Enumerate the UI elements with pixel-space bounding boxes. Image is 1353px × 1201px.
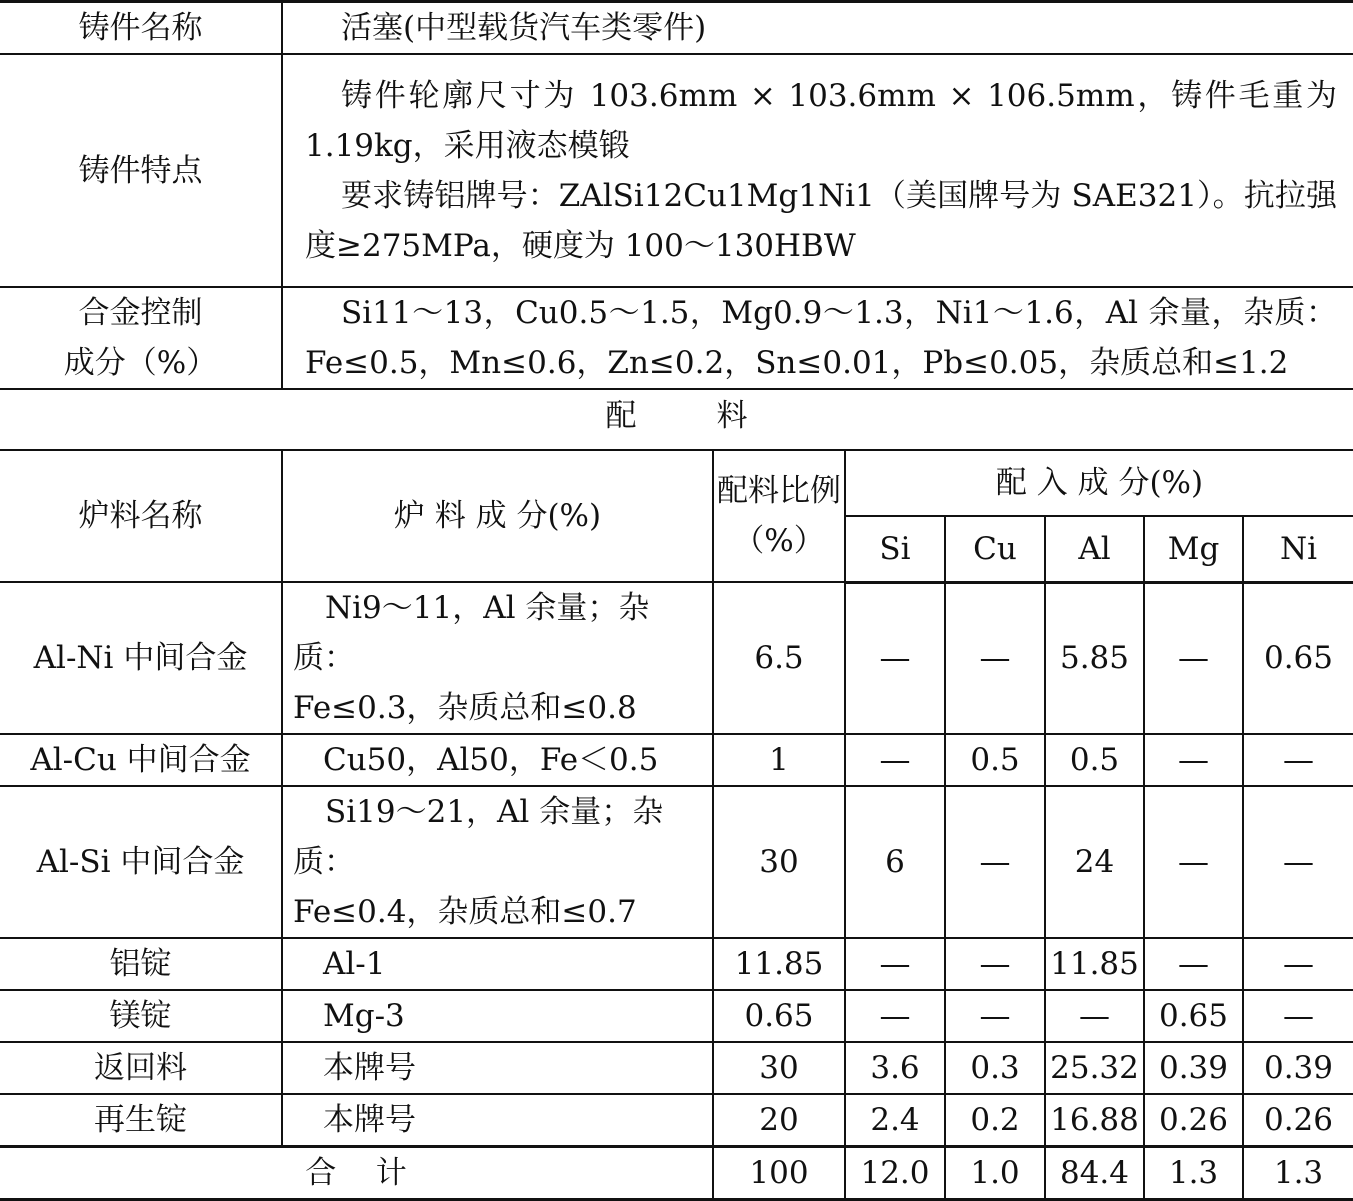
header-al: Al	[1045, 516, 1144, 582]
element-value: —	[945, 786, 1045, 938]
total-value: 12.0	[845, 1147, 945, 1200]
element-value: 0.39	[1243, 1042, 1353, 1094]
element-value: 11.85	[1045, 938, 1144, 990]
element-value: 24	[1045, 786, 1144, 938]
header-cu: Cu	[945, 516, 1045, 582]
material-ratio: 30	[713, 1042, 845, 1094]
element-value: —	[845, 990, 945, 1042]
table-row	[0, 990, 1353, 1042]
element-value: 0.39	[1144, 1042, 1243, 1094]
material-name: Al-Si 中间合金	[0, 786, 282, 938]
element-value: 16.88	[1045, 1094, 1144, 1147]
header-ni: Ni	[1243, 516, 1353, 582]
total-ratio: 100	[713, 1147, 845, 1200]
material-name: 再生锭	[0, 1094, 282, 1147]
header-name: 炉料名称	[0, 450, 282, 582]
material-ratio: 11.85	[713, 938, 845, 990]
element-value: 0.2	[945, 1094, 1045, 1147]
row-label: 铸件名称	[0, 2, 282, 55]
element-value: —	[1144, 786, 1243, 938]
material-name: 返回料	[0, 1042, 282, 1094]
table-row	[0, 582, 1353, 734]
total-label: 合 计	[0, 1147, 713, 1200]
element-value: 3.6	[845, 1042, 945, 1094]
casting-features-value: 铸件轮廓尺寸为 103.6mm × 103.6mm × 106.5mm，铸件毛重为 1.19kg，采用液态模锻 要求铸铝牌号：ZAlSi12Cu1Mg1Ni1（美国牌号为 SAE321）。抗拉强度≥275MPa，硬度为 100～130HBW	[282, 54, 1353, 287]
alloy-composition-value: Si11～13，Cu0.5～1.5，Mg0.9～1.3，Ni1～1.6，Al 余量，杂质：Fe≤0.5，Mn≤0.6，Zn≤0.2，Sn≤0.01，Pb≤0.05，杂质总和≤1.2	[282, 287, 1353, 389]
material-composition: Mg-3	[282, 990, 713, 1042]
element-value: —	[1045, 990, 1144, 1042]
element-value: —	[1243, 938, 1353, 990]
material-composition: 本牌号	[282, 1042, 713, 1094]
header-composition: 炉 料 成 分(%)	[282, 450, 713, 582]
table-row	[0, 734, 1353, 786]
table-row	[0, 1042, 1353, 1094]
element-value: —	[1243, 734, 1353, 786]
material-name: 镁锭	[0, 990, 282, 1042]
element-value: 0.3	[945, 1042, 1045, 1094]
element-value: 0.26	[1144, 1094, 1243, 1147]
header-si: Si	[845, 516, 945, 582]
element-value: —	[945, 990, 1045, 1042]
element-value: —	[945, 582, 1045, 734]
element-value: 25.32	[1045, 1042, 1144, 1094]
table-row	[0, 287, 1353, 389]
element-value: —	[845, 734, 945, 786]
element-value: —	[945, 938, 1045, 990]
element-value: —	[845, 582, 945, 734]
material-composition: Si19～21，Al 余量；杂质： Fe≤0.4，杂质总和≤0.7	[282, 786, 713, 938]
element-value: —	[1144, 734, 1243, 786]
material-ratio: 0.65	[713, 990, 845, 1042]
element-value: 0.26	[1243, 1094, 1353, 1147]
material-name: Al-Ni 中间合金	[0, 582, 282, 734]
row-label: 铸件特点	[0, 54, 282, 287]
element-value: 0.65	[1243, 582, 1353, 734]
material-name: Al-Cu 中间合金	[0, 734, 282, 786]
material-ratio: 20	[713, 1094, 845, 1147]
table-row	[0, 938, 1353, 990]
table-row	[0, 54, 1353, 287]
element-value: —	[845, 938, 945, 990]
material-composition: 本牌号	[282, 1094, 713, 1147]
total-row	[0, 1147, 1353, 1200]
element-value: 5.85	[1045, 582, 1144, 734]
material-composition: Cu50，Al50，Fe＜0.5	[282, 734, 713, 786]
total-value: 1.3	[1243, 1147, 1353, 1200]
total-value: 84.4	[1045, 1147, 1144, 1200]
element-value: —	[1144, 938, 1243, 990]
element-value: 0.5	[945, 734, 1045, 786]
casting-info-table	[0, 0, 1353, 390]
table-body	[0, 582, 1353, 1147]
element-value: 0.65	[1144, 990, 1243, 1042]
element-value: —	[1243, 990, 1353, 1042]
material-ratio: 6.5	[713, 582, 845, 734]
header-ratio: 配料比例 （%）	[713, 450, 845, 582]
row-label: 合金控制 成分（%）	[0, 287, 282, 389]
element-value: 2.4	[845, 1094, 945, 1147]
material-name: 铝锭	[0, 938, 282, 990]
casting-name-value: 活塞(中型载货汽车类零件)	[282, 2, 1353, 55]
table-row	[0, 786, 1353, 938]
charge-material-table	[0, 449, 1353, 1201]
element-value: 0.5	[1045, 734, 1144, 786]
table-row	[0, 1094, 1353, 1147]
total-value: 1.3	[1144, 1147, 1243, 1200]
element-value: —	[1243, 786, 1353, 938]
header-added: 配 入 成 分(%)	[845, 450, 1353, 516]
element-value: 6	[845, 786, 945, 938]
material-ratio: 1	[713, 734, 845, 786]
material-composition: Ni9～11，Al 余量；杂质： Fe≤0.3，杂质总和≤0.8	[282, 582, 713, 734]
section-title: 配 料	[605, 398, 748, 434]
material-ratio: 30	[713, 786, 845, 938]
material-composition: Al-1	[282, 938, 713, 990]
table-row	[0, 2, 1353, 55]
header-row	[0, 450, 1353, 516]
header-mg: Mg	[1144, 516, 1243, 582]
total-value: 1.0	[945, 1147, 1045, 1200]
element-value: —	[1144, 582, 1243, 734]
